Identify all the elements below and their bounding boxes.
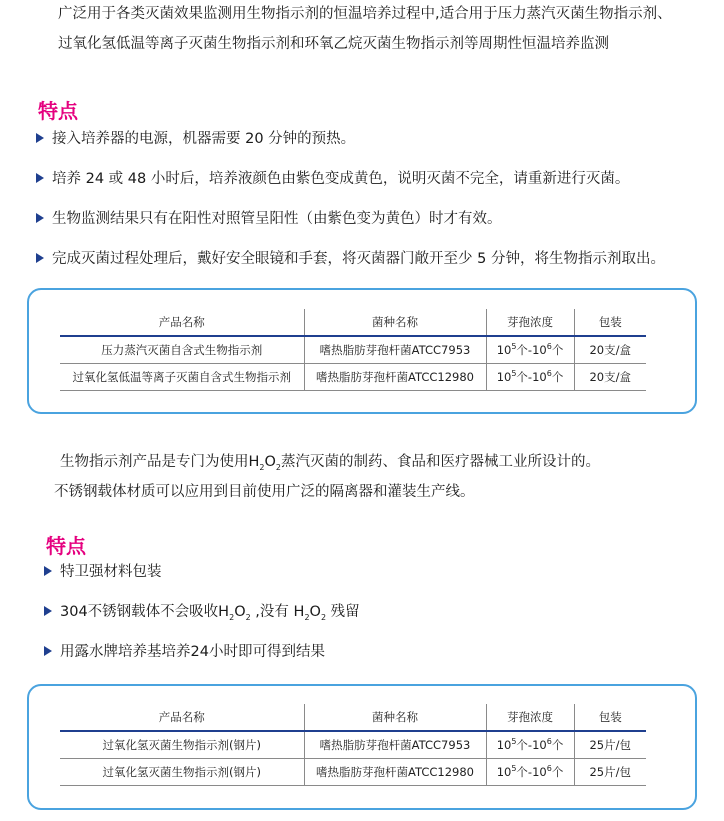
intro-line-1: 广泛用于各类灭菌效果监测用生物指示剂的恒温培养过程中,适合用于压力蒸汽灭菌生物指示剂、 <box>58 6 672 22</box>
col-header-concentration: 芽孢浓度 <box>486 309 574 336</box>
table-row <box>60 731 646 759</box>
table-row <box>60 364 646 391</box>
middle-line-2: 不锈钢载体材质可以应用到目前使用广泛的隔离器和灌装生产线。 <box>54 484 475 500</box>
cell-product: 压力蒸汽灭菌自含式生物指示剂 <box>60 336 304 364</box>
middle-line-1: 生物指示剂产品是专门为使用$H_2O_2$蒸汽灭菌的制药、食品和医疗器械工业所设计的。 <box>60 454 601 472</box>
bullet-triangle-icon <box>36 133 44 143</box>
col-header-product: 产品名称 <box>60 309 304 336</box>
cell-product: 过氧化氢低温等离子灭菌自含式生物指示剂 <box>60 364 304 391</box>
col-header-product: 产品名称 <box>60 704 304 731</box>
cell-strain: 嗜热脂肪芽孢杆菌ATCC12980 <box>304 759 486 786</box>
bullet-triangle-icon <box>36 253 44 263</box>
cell-concentration: $10^5$个$-10^6$个 <box>486 364 574 391</box>
bullet-triangle-icon <box>36 213 44 223</box>
intro-line-2: 过氧化氢低温等离子灭菌生物指示剂和环氧乙烷灭菌生物指示剂等周期性恒温培养监测 <box>58 36 609 52</box>
feature-item: 生物监测结果只有在阳性对照管呈阳性（由紫色变为黄色）时才有效。 <box>36 209 502 229</box>
col-header-package: 包装 <box>574 309 646 336</box>
cell-product: 过氧化氢灭菌生物指示剂(钢片) <box>60 731 304 759</box>
bullet-triangle-icon <box>44 646 52 656</box>
cell-strain: 嗜热脂肪芽孢杆菌ATCC7953 <box>304 336 486 364</box>
col-header-package: 包装 <box>574 704 646 731</box>
section1-heading: 特点 <box>38 99 78 123</box>
product-table-1 <box>60 309 646 391</box>
cell-concentration: $10^5$个$-10^6$个 <box>486 759 574 786</box>
feature-item: 接入培养器的电源，机器需要 20 分钟的预热。 <box>36 129 355 149</box>
feature-item: 特卫强材料包装 <box>44 562 162 582</box>
feature-item: 用露水牌培养基培养24小时即可得到结果 <box>44 642 325 662</box>
feature-item: 完成灭菌过程处理后，戴好安全眼镜和手套，将灭菌器门敞开至少 5 分钟，将生物指示剂取出。 <box>36 249 665 269</box>
col-header-strain: 菌种名称 <box>304 309 486 336</box>
cell-package: 20支/盒 <box>574 364 646 391</box>
bullet-triangle-icon <box>36 173 44 183</box>
cell-concentration: $10^5$个$-10^6$个 <box>486 336 574 364</box>
table-header-row <box>60 309 646 336</box>
bullet-triangle-icon <box>44 606 52 616</box>
product-table-2 <box>60 704 646 786</box>
col-header-strain: 菌种名称 <box>304 704 486 731</box>
table-row <box>60 759 646 786</box>
cell-strain: 嗜热脂肪芽孢杆菌ATCC12980 <box>304 364 486 391</box>
cell-package: 25片/包 <box>574 731 646 759</box>
cell-package: 20支/盒 <box>574 336 646 364</box>
table-header-row <box>60 704 646 731</box>
cell-strain: 嗜热脂肪芽孢杆菌ATCC7953 <box>304 731 486 759</box>
cell-product: 过氧化氢灭菌生物指示剂(钢片) <box>60 759 304 786</box>
bullet-triangle-icon <box>44 566 52 576</box>
feature-item: 304不锈钢载体不会吸收$H_2O_2$ ,没有 $H_2O_2$ 残留 <box>44 602 360 622</box>
section2-heading: 特点 <box>46 534 86 558</box>
cell-package: 25片/包 <box>574 759 646 786</box>
cell-concentration: $10^5$个$-10^6$个 <box>486 731 574 759</box>
table-row <box>60 336 646 364</box>
feature-item: 培养 24 或 48 小时后，培养液颜色由紫色变成黄色，说明灭菌不完全，请重新进行灭菌。 <box>36 169 629 189</box>
col-header-concentration: 芽孢浓度 <box>486 704 574 731</box>
